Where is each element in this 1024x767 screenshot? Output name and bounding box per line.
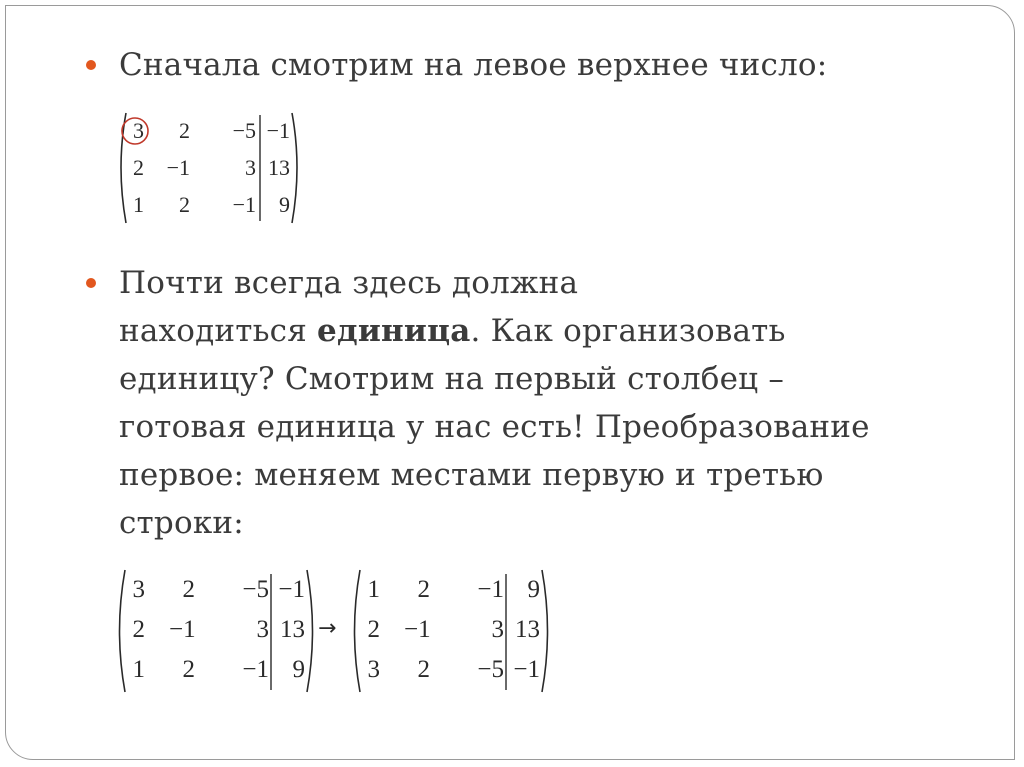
bullet-text-2	[119, 259, 870, 547]
bullet2-line-3: единицу? Смотрим на первый столбец –	[119, 361, 785, 397]
matrix-cell-r1-c4: 9	[527, 576, 540, 603]
bullet2-line-1: Почти всегда здесь должна	[119, 265, 579, 301]
matrix-cell-r2-c2: −1	[404, 616, 431, 643]
transform-arrow: →	[318, 616, 337, 641]
bullet2-line-2: находиться единица. Как организовать	[119, 313, 786, 349]
bold-word-edinitsa: единица	[317, 313, 471, 349]
matrix-before	[111, 566, 321, 696]
matrix-cell-r1-c1: 1	[367, 576, 380, 603]
matrix-cell-r3-c2: 2	[179, 192, 190, 217]
matrix-cell-r3-c4: 9	[279, 192, 290, 217]
matrix-cell-r3-c3: −1	[232, 192, 256, 217]
matrix-cell-r2-c3: 3	[491, 616, 504, 643]
matrix-cell-r2-c2: −1	[166, 155, 190, 180]
matrix-original-small	[114, 109, 304, 227]
matrix-cell-r2-c4: 13	[268, 155, 290, 180]
matrix-cell-r1-c4: −1	[266, 118, 290, 143]
matrix-cell-r3-c3: −1	[242, 656, 269, 683]
matrix-cell-r2-c4: 13	[515, 616, 540, 643]
bullet2-line-5: первое: меняем местами первую и третью	[119, 457, 824, 493]
matrix-cell-r2-c1: 2	[132, 616, 145, 643]
matrix-cell-r1-c2: 2	[417, 576, 430, 603]
bullet2-line-4: готовая единица у нас есть! Преобразование	[119, 409, 870, 445]
matrix-after	[346, 566, 556, 696]
matrix-cell-r2-c3: 3	[256, 616, 269, 643]
matrix-cell-r3-c1: 1	[133, 192, 144, 217]
matrix-cell-r3-c2: 2	[417, 656, 430, 683]
matrix-cell-r3-c1: 1	[132, 656, 145, 683]
matrix-cell-r1-c2: 2	[179, 118, 190, 143]
bullet2-line-6: строки:	[119, 505, 244, 541]
bullet-marker-2	[86, 278, 96, 288]
matrix-cell-r2-c1: 2	[367, 616, 380, 643]
matrix-cell-r1-c1: 3	[132, 576, 145, 603]
matrix-cell-r1-c3: −5	[242, 576, 269, 603]
bullet-marker-1	[86, 60, 96, 70]
matrix-cell-r3-c1: 3	[367, 656, 380, 683]
matrix-cell-r3-c2: 2	[182, 656, 195, 683]
matrix-cell-r1-c2: 2	[182, 576, 195, 603]
matrix-cell-r2-c3: 3	[245, 155, 256, 180]
matrix-cell-r3-c3: −5	[477, 656, 504, 683]
matrix-cell-r1-c1: 3	[133, 118, 144, 143]
matrix-cell-r1-c4: −1	[278, 576, 305, 603]
matrix-cell-r1-c3: −5	[232, 118, 256, 143]
matrix-cell-r3-c4: −1	[513, 656, 540, 683]
matrix-cell-r2-c4: 13	[280, 616, 305, 643]
bullet-text-1: Сначала смотрим на левое верхнее число:	[119, 47, 828, 83]
matrix-cell-r1-c3: −1	[477, 576, 504, 603]
matrix-cell-r3-c4: 9	[292, 656, 305, 683]
matrix-cell-r2-c2: −1	[169, 616, 196, 643]
matrix-cell-r2-c1: 2	[133, 155, 144, 180]
slide-frame	[5, 5, 1015, 760]
